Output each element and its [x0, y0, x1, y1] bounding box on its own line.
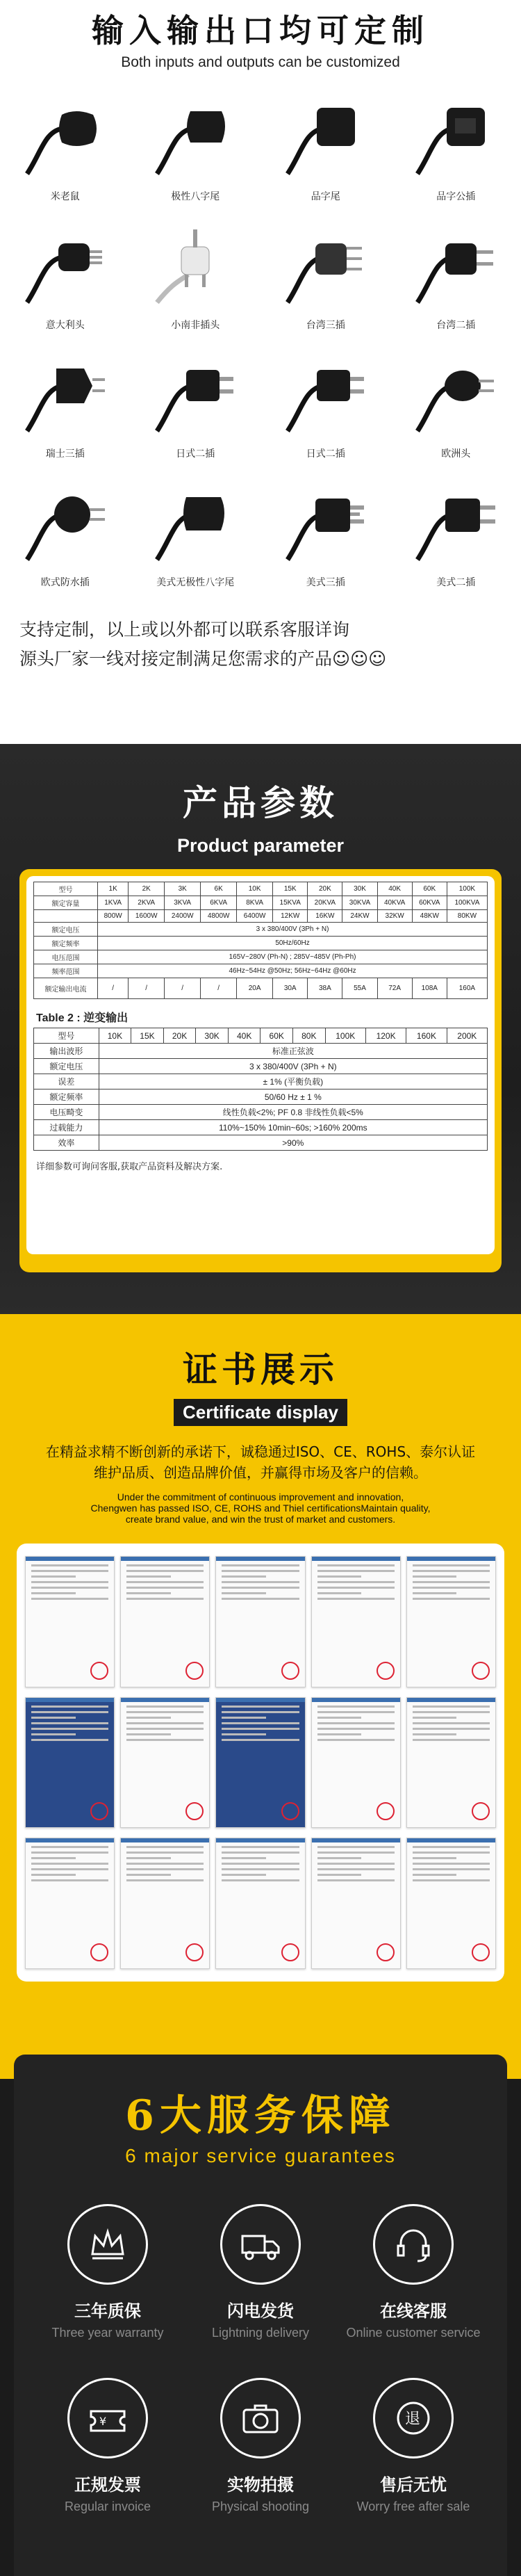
plug-item [0, 88, 131, 217]
table-header-cell: 40K [228, 1028, 260, 1044]
table-cell: 2K [129, 882, 165, 896]
service-title-en: Online customer service [346, 2326, 481, 2340]
table-cell: 24KW [342, 910, 377, 923]
table-cell: / [129, 978, 165, 999]
service-title-en: Worry free after sale [356, 2500, 470, 2513]
certificate-image [25, 1697, 115, 1829]
svg-text:退: 退 [405, 2411, 421, 2428]
certificate-image [406, 1697, 496, 1829]
certificate-image [25, 1556, 115, 1687]
table-cell: 110%~150% 10min~60s; >160% 200ms [99, 1120, 487, 1135]
certificate-image [406, 1556, 496, 1687]
table-cell: ± 1% (平衡负载) [99, 1074, 487, 1089]
seal-icon [281, 1943, 299, 1961]
table-cell: 额定频率 [34, 1089, 99, 1105]
table-cell: 38A [308, 978, 342, 999]
table-cell: 40KVA [377, 896, 412, 910]
plug-label: 台湾二插 [436, 320, 476, 331]
plug-us-c7-icon [143, 476, 247, 569]
table-cell: 误差 [34, 1074, 99, 1089]
certificate-image [25, 1838, 115, 1969]
seal-icon [377, 1943, 395, 1961]
plug-item [260, 88, 391, 217]
service-item [337, 2378, 490, 2552]
table-cell: 50Hz/60Hz [98, 937, 488, 950]
table-cell: 输出波形 [34, 1044, 99, 1059]
plug-c14-icon [404, 90, 508, 184]
table-cell: 20KVA [308, 896, 342, 910]
table-cell: >90% [99, 1135, 487, 1151]
table-cell: 6400W [237, 910, 273, 923]
crown-icon [67, 2204, 148, 2285]
seal-icon [472, 1662, 490, 1680]
table-header-cell: 100K [325, 1028, 365, 1044]
table-cell: 15KVA [273, 896, 308, 910]
table-cell: 额定电压 [34, 923, 98, 937]
plug-label: 欧式防水插 [40, 577, 90, 588]
table-row [34, 923, 488, 937]
table-cell: 165V~280V (Ph-N) ; 285V~485V (Ph-Ph) [98, 950, 488, 964]
seal-icon [185, 1662, 204, 1680]
plug-item [391, 88, 521, 217]
table-cell: 60K [412, 882, 447, 896]
table-cell: 电压畸变 [34, 1105, 99, 1120]
table-row [34, 1028, 488, 1044]
table-header-cell: 80K [293, 1028, 326, 1044]
table-row [34, 1135, 488, 1151]
table-cell: / [98, 978, 129, 999]
table-header-cell: 120K [365, 1028, 406, 1044]
table-cell: 100KVA [447, 896, 487, 910]
table-header-cell: 10K [99, 1028, 131, 1044]
seal-icon [90, 1943, 108, 1961]
certificate-image [215, 1556, 305, 1687]
plug-item [131, 217, 261, 346]
service-title-cn: 售后无忧 [380, 2475, 447, 2495]
plug-label: 台湾三插 [306, 320, 345, 331]
table-cell: 48KW [412, 910, 447, 923]
plug-south-africa-icon [143, 219, 247, 312]
service-item [31, 2378, 184, 2552]
table-cell [34, 910, 98, 923]
cert-cn-line1: 在精益求精不断创新的承诺下，诚稳通过ISO、CE、ROHS、泰尔认证 [45, 1443, 476, 1460]
service-title-cn: 在线客服 [380, 2301, 447, 2321]
service-title-en: Three year warranty [51, 2326, 164, 2340]
table-cell: 80KW [447, 910, 487, 923]
seal-icon [472, 1943, 490, 1961]
param-table-2 [33, 1028, 488, 1151]
table-header-cell: 型号 [34, 1028, 99, 1044]
table-row [34, 937, 488, 950]
plug-item [391, 474, 521, 603]
table-row [34, 978, 488, 999]
cert-description-cn [0, 1441, 521, 1483]
plug-label: 美式无极性八字尾 [156, 577, 235, 588]
table-cell: 20K [308, 882, 342, 896]
cert-subtitle: Certificate display [174, 1399, 347, 1426]
table-cell: 额定容量 [34, 896, 98, 910]
seal-icon [472, 1802, 490, 1820]
table-cell: 100K [447, 882, 487, 896]
services-title: 6大服务保障 [125, 2091, 396, 2140]
table-cell: 额定频率 [34, 937, 98, 950]
plug-label: 意大利头 [45, 320, 85, 331]
certificate-image [215, 1697, 305, 1829]
plug-label: 小南非插头 [171, 320, 220, 331]
plug-label: 品字公插 [436, 191, 476, 202]
service-title-cn: 三年质保 [74, 2301, 141, 2321]
plug-euro-icon [404, 348, 508, 441]
table-cell: 额定输出电流 [34, 978, 98, 999]
camera-icon [220, 2378, 301, 2458]
param-footnote: 详细参数可询问客服,获取产品资料及解决方案. [36, 1162, 223, 1172]
table-cell: 频率范围 [34, 964, 98, 978]
plug-c13-icon [274, 90, 378, 184]
plug-item [260, 217, 391, 346]
seal-icon [90, 1662, 108, 1680]
cert-section [0, 1314, 521, 2013]
plug-c7-icon [13, 90, 117, 184]
cert-cn-line2: 维护品质、创造品牌价值，并赢得市场及客户的信赖。 [94, 1464, 427, 1481]
seal-icon [185, 1943, 204, 1961]
plug-label: 瑞士三插 [45, 448, 85, 460]
plugs-note-line1: 支持定制，以上或以外都可以联系客服详询 [19, 619, 350, 640]
table-header-cell: 20K [163, 1028, 196, 1044]
table-cell: 4800W [201, 910, 237, 923]
table-header-cell: 15K [131, 1028, 164, 1044]
service-title-cn: 正规发票 [74, 2475, 141, 2495]
table-row [34, 950, 488, 964]
table-cell: 46Hz~54Hz @50Hz; 56Hz~64Hz @60Hz [98, 964, 488, 978]
plug-label: 日式二插 [306, 448, 345, 460]
table-cell: 1K [98, 882, 129, 896]
invoice-icon [67, 2378, 148, 2458]
table-cell: 60KVA [412, 896, 447, 910]
table-cell: 16KW [308, 910, 342, 923]
table-cell: 电压范围 [34, 950, 98, 964]
param-table-1 [33, 882, 488, 999]
plugs-title: 输入输出口均可定制 [92, 12, 429, 49]
table-cell: 30A [273, 978, 308, 999]
certificate-image [311, 1697, 401, 1829]
table-header-cell: 30K [196, 1028, 229, 1044]
table-row [34, 1059, 488, 1074]
table-cell: 过载能力 [34, 1120, 99, 1135]
plug-grid [0, 88, 521, 603]
return-icon [373, 2378, 454, 2458]
table-row [34, 1044, 488, 1059]
table-header-cell: 200K [447, 1028, 487, 1044]
certificate-image [120, 1697, 210, 1829]
plug-label: 美式三插 [306, 577, 345, 588]
table-cell: 10K [237, 882, 273, 896]
table-row [34, 1074, 488, 1089]
table-cell: 3 x 380/400V (3Ph + N) [99, 1059, 487, 1074]
seal-icon [377, 1662, 395, 1680]
table-cell: 12KW [273, 910, 308, 923]
table-row [34, 1105, 488, 1120]
plug-item [391, 346, 521, 474]
table-row [34, 1120, 488, 1135]
truck-icon [220, 2204, 301, 2285]
table-row [34, 882, 488, 896]
cert-en-line1: Under the commitment of continuous improvement and innovation, [117, 1491, 404, 1502]
table-cell: 额定电压 [34, 1059, 99, 1074]
table-cell: 30K [342, 882, 377, 896]
plug-item [260, 346, 391, 474]
table-header-cell: 160K [406, 1028, 447, 1044]
param-card-inner [26, 876, 495, 1254]
plug-japan-2pin-icon [274, 348, 378, 441]
certificate-image [311, 1838, 401, 1969]
plug-item [131, 346, 261, 474]
seal-icon [90, 1802, 108, 1820]
plugs-subtitle: Both inputs and outputs can be customized [121, 54, 400, 70]
cert-gallery [17, 1544, 504, 1982]
plug-item [391, 217, 521, 346]
table-cell: 30KVA [342, 896, 377, 910]
plug-label: 米老鼠 [50, 191, 80, 202]
table-row [34, 1089, 488, 1105]
plug-label: 美式二插 [436, 577, 476, 588]
param-section [0, 744, 521, 1314]
plugs-note [0, 603, 521, 674]
table-cell: 50/60 Hz ± 1 % [99, 1089, 487, 1105]
plugs-section [0, 0, 521, 744]
table-cell: 20A [237, 978, 273, 999]
plug-italy-icon [13, 219, 117, 312]
plug-us-3pin-icon [274, 476, 378, 569]
table-cell: 3 x 380/400V (3Ph + N) [98, 923, 488, 937]
table-cell: 32KW [377, 910, 412, 923]
table-cell: 1KVA [98, 896, 129, 910]
table-cell: / [165, 978, 201, 999]
service-title-en: Lightning delivery [211, 2326, 310, 2340]
plug-swiss-icon [13, 348, 117, 441]
plug-item [0, 217, 131, 346]
cert-en-line2: Chengwen has passed ISO, CE, ROHS and Thiel certificationsMaintain quality, [90, 1502, 431, 1514]
table-cell: 6K [201, 882, 237, 896]
service-item [184, 2204, 337, 2378]
service-item [184, 2378, 337, 2552]
table-row [34, 910, 488, 923]
plug-item [0, 346, 131, 474]
plug-us-2pin-icon [404, 476, 508, 569]
table-cell: 55A [342, 978, 377, 999]
param-subtitle: Product parameter [176, 835, 345, 856]
seal-icon [281, 1662, 299, 1680]
table-cell: 标准正弦波 [99, 1044, 487, 1059]
table-cell: 线性负载<2%; PF 0.8 非线性负载<5% [99, 1105, 487, 1120]
plug-japan-2pin-icon [143, 348, 247, 441]
cert-description-en [0, 1491, 521, 1525]
certificate-image [406, 1838, 496, 1969]
service-title-en: Physical shooting [211, 2500, 310, 2513]
service-item [337, 2204, 490, 2378]
plugs-note-line2: 源头厂家一线对接定制满足您需求的产品☺☺☺ [19, 649, 387, 669]
plug-taiwan-3pin-icon [274, 219, 378, 312]
table-cell: 效率 [34, 1135, 99, 1151]
plug-euro-waterproof-icon [13, 476, 117, 569]
seal-icon [185, 1802, 204, 1820]
table-cell: 800W [98, 910, 129, 923]
table-cell: 3KVA [165, 896, 201, 910]
table-cell: 2400W [165, 910, 201, 923]
plug-c7-polar-icon [143, 90, 247, 184]
plug-label: 欧洲头 [441, 448, 471, 460]
certificate-image [120, 1556, 210, 1687]
table-cell: / [201, 978, 237, 999]
plug-label: 极性八字尾 [171, 191, 220, 202]
seal-icon [281, 1802, 299, 1820]
table-header-cell: 60K [260, 1028, 293, 1044]
headset-icon [373, 2204, 454, 2285]
seal-icon [377, 1802, 395, 1820]
table-cell: 1600W [129, 910, 165, 923]
cert-title: 证书展示 [183, 1350, 338, 1390]
table-cell: 8KVA [237, 896, 273, 910]
table-cell: 40K [377, 882, 412, 896]
plug-label: 品字尾 [311, 191, 340, 202]
services-grid [31, 2204, 490, 2552]
certificate-image [120, 1838, 210, 1969]
certificate-image [215, 1838, 305, 1969]
table-row [34, 964, 488, 978]
table-cell: 15K [273, 882, 308, 896]
services-section [0, 2013, 521, 2576]
svg-text:¥: ¥ [99, 2415, 107, 2428]
plug-label: 日式二插 [176, 448, 215, 460]
plug-taiwan-2pin-icon [404, 219, 508, 312]
table-cell: 3K [165, 882, 201, 896]
plug-item [131, 88, 261, 217]
service-item [31, 2204, 184, 2378]
plug-item [0, 474, 131, 603]
table-cell: 160A [447, 978, 487, 999]
table-cell: 72A [377, 978, 412, 999]
cert-en-line3: create brand value, and win the trust of market and customers. [125, 1514, 396, 1525]
services-subtitle: 6 major service guarantees [125, 2145, 396, 2166]
plug-item [260, 474, 391, 603]
param-card [19, 869, 502, 1272]
plug-item [131, 474, 261, 603]
table-row [34, 896, 488, 910]
table-cell: 2KVA [129, 896, 165, 910]
service-title-en: Regular invoice [64, 2500, 151, 2513]
certificate-image [311, 1556, 401, 1687]
table-cell: 108A [412, 978, 447, 999]
service-title-cn: 实物拍摄 [227, 2475, 294, 2495]
service-title-cn: 闪电发货 [227, 2301, 294, 2321]
table-cell: 型号 [34, 882, 98, 896]
table-cell: 6KVA [201, 896, 237, 910]
table-2-caption: Table 2 : 逆变输出 [36, 1012, 129, 1024]
param-title: 产品参数 [183, 783, 338, 823]
